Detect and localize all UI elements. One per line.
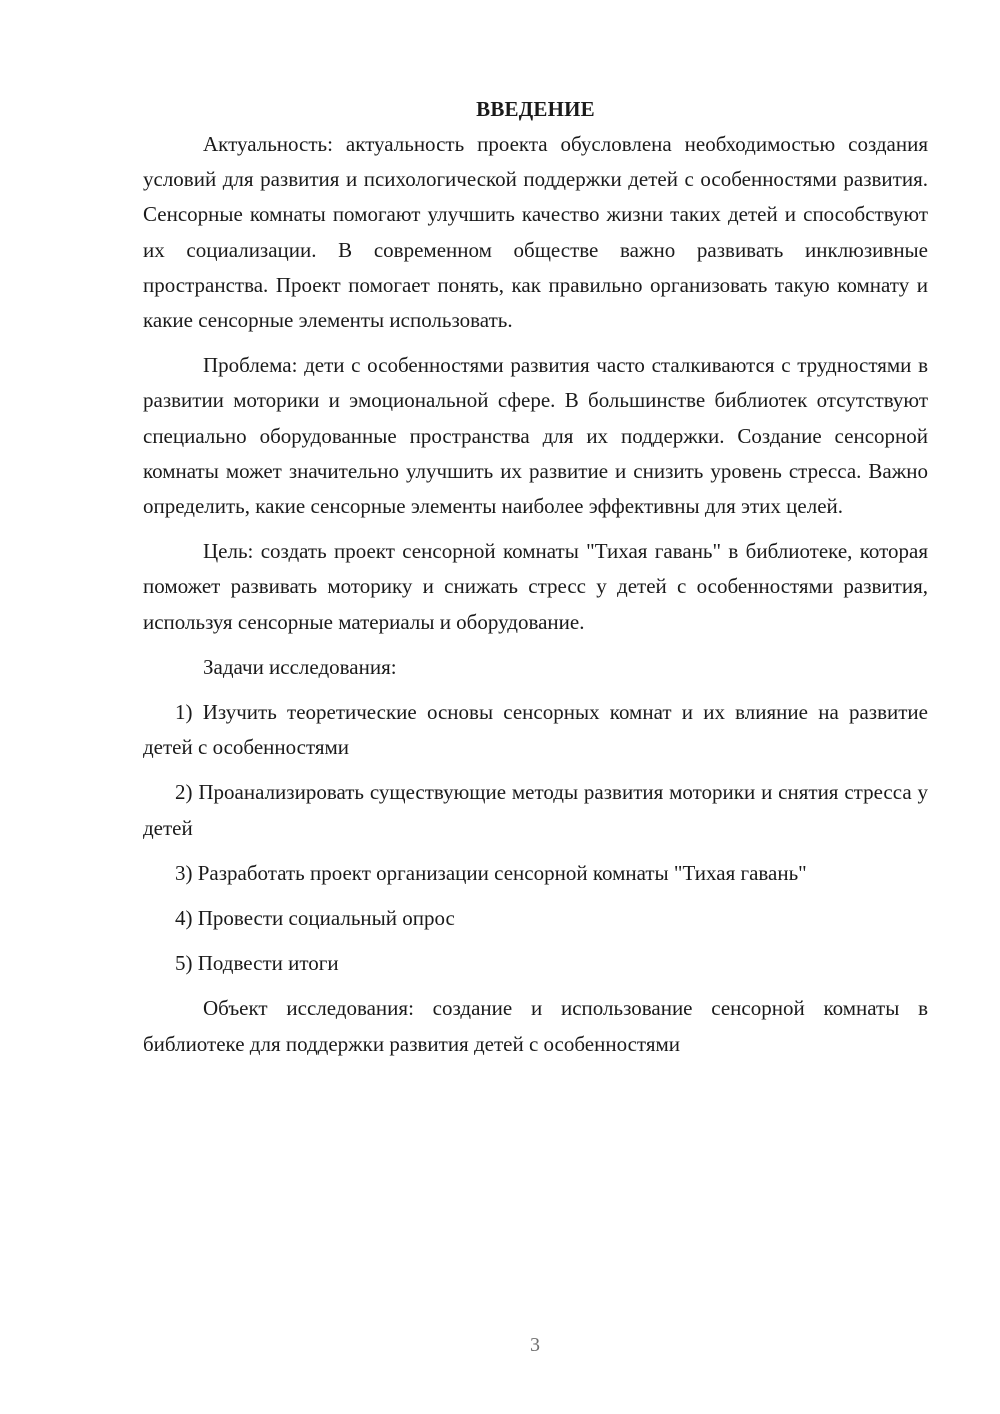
paragraph-goal: Цель: создать проект сенсорной комнаты "Тихая гавань" в библиотеке, которая поможет развивать моторику и снижать стресс у детей с особенностями развития, используя сенсорные материалы и оборудование. <box>143 539 928 634</box>
page-number: 3 <box>530 1334 540 1356</box>
tasks-heading: Задачи исследования: <box>203 654 397 679</box>
paragraph-problem: Проблема: дети с особенностями развития часто сталкиваются с трудностями в развитии моторики и эмоциональной сфере. В большинстве библиотек отсутствуют специально оборудованные пространства для их поддержки. Создание сенсорной комнаты может значительно улучшить их развитие и снизить уровень стресса. Важно определить, какие сенсорные элементы наиболее эффективны для этих целей. <box>143 353 928 519</box>
page-title: ВВЕДЕНИЕ <box>476 97 595 121</box>
paragraph-object: Объект исследования: создание и использование сенсорной комнаты в библиотеке для поддержки развития детей с особенностями <box>143 996 928 1056</box>
task-item-4: 4) Провести социальный опрос <box>175 906 455 931</box>
task-item-3: 3) Разработать проект организации сенсорной комнаты "Тихая гавань" <box>175 860 807 885</box>
page-content <box>143 92 928 1072</box>
task-item-2: 2) Проанализировать существующие методы развития моторики и снятия стресса у детей <box>143 780 928 840</box>
paragraph-relevance: Актуальность: актуальность проекта обусловлена необходимостью создания условий для развития и психологической поддержки детей с особенностями развития. Сенсорные комнаты помогают улучшить качество жизни таких детей и способствуют их социализации. В современном обществе важно развивать инклюзивные пространства. Проект помогает понять, как правильно организовать такую комнату и какие сенсорные элементы использовать. <box>143 132 928 333</box>
task-item-5: 5) Подвести итоги <box>175 951 339 976</box>
task-item-1: 1) Изучить теоретические основы сенсорных комнат и их влияние на развитие детей с особенностями <box>143 700 928 760</box>
